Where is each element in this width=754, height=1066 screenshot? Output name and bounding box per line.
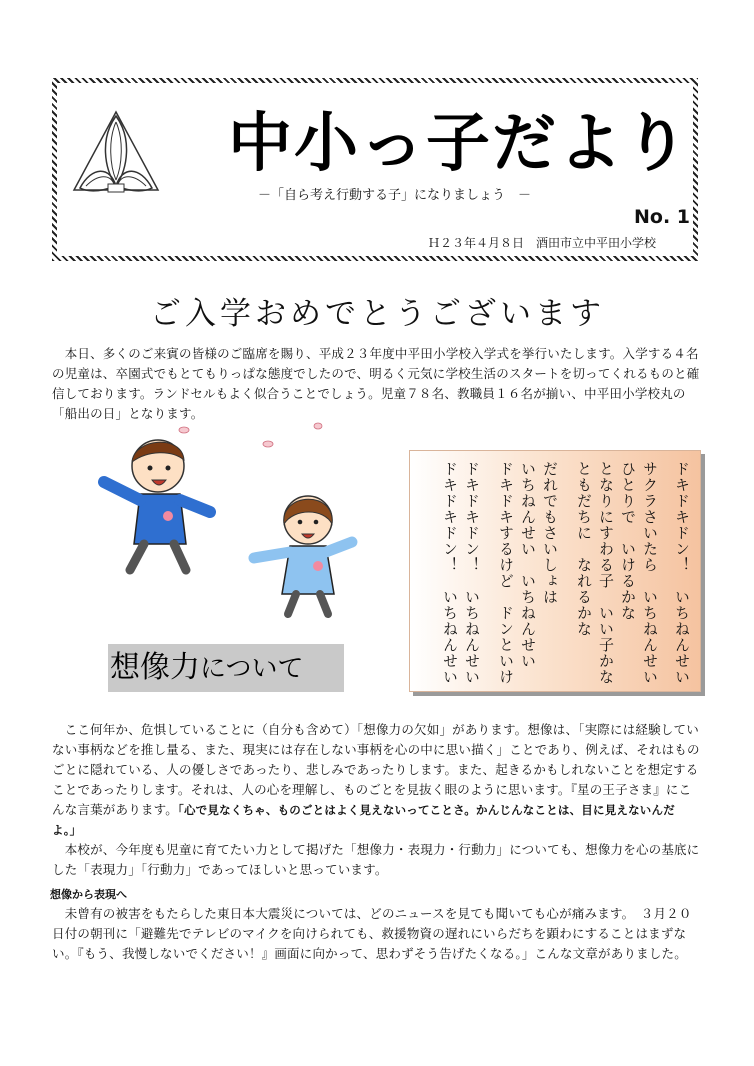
imagination-paragraph xyxy=(52,720,700,880)
children-illustration xyxy=(88,420,368,620)
issue-number: No. 1 xyxy=(634,206,691,228)
poem-line: いちねんせい いちねんせい xyxy=(519,461,537,669)
section-band-imagination xyxy=(108,644,344,692)
imagination-text-2: 本校が、今年度も児童に育てたい力として掲げた「想像力・表現力・行動力」についても、想像力を心の基底にした「表現力」「行動力」であってほしいと思っています。 xyxy=(52,842,700,877)
intro-paragraph: 本日、多くのご来賓の皆様のご臨席を賜り、平成２３年度中平田小学校入学式を挙行いたします。入学する４名の児童は、卒園式でもとてもりっぱな態度でしたので、明るく元気に学校生活のスタートを切ってくれるものと確信しております。ランドセルもよく似合うことでしょう。児童７８名、教職員１６名が揃い、中平田小学校丸の「船出の日」となります。 xyxy=(52,346,700,421)
newsletter-subtitle: －「自ら考え行動する子」になりましょう － xyxy=(258,188,532,203)
poem-line: サクラさいたら いちねんせい xyxy=(641,461,659,685)
little-prince-quote: 「心で見なくちゃ、ものごとはよく見えないってことさ。かんじんなことは、目に見えないんだよ。」 xyxy=(52,803,675,837)
poem-line: ドキドキドン！ いちねんせい xyxy=(673,461,691,685)
band-rest-text: について xyxy=(200,654,304,684)
imagination-text: ここ何年か、危惧していることに（自分も含めて）「想像力の欠如」があります。想像は、「実際には経験していない事柄などを推し量る、また、現実には存在しない事柄を心の中に思い描く」ことであり、例えば、それはものごとに隠れている、人の優しさであったり、悲しみであったりします。また、起きるかもしれないことを想定することであったりします。それは、人の心を理解し、ものごとを見抜く眼のように思います。『星の王子さま』にこんな言葉があります。 xyxy=(52,722,700,817)
poem-line: となりにすわる子 いい子かな xyxy=(597,461,615,685)
newsletter-title: 中小っ子だより xyxy=(228,107,690,181)
school-emblem-logo xyxy=(70,108,162,198)
poem-line: ドキドキドン！ いちねんせい xyxy=(441,461,459,685)
greeting-heading: ご入学おめでとうございます xyxy=(150,296,605,332)
poem-line: ひとりで いけるかな xyxy=(619,461,637,621)
section-heading-expression: 想像から表現へ xyxy=(50,888,127,901)
poem-line: だれでもさいしょは xyxy=(541,461,559,605)
poem-line: ドキドキするけど ドンといけ xyxy=(497,461,515,685)
band-main-text: 想像力 xyxy=(110,650,200,685)
poem-line: ドキドキドン！ いちねんせい xyxy=(463,461,481,685)
poem-line: ともだちに なれるかな xyxy=(575,461,593,637)
poem-box xyxy=(409,450,701,692)
expression-paragraph: 未曾有の被害をもたらした東日本大震災については、どのニュースを見ても聞いても心が痛みます。 ３月２０日付の朝刊に「避難先でテレビのマイクを向けられても、救援物資の遅れにいらだちを顕わにすることはまずない。『もう、我慢しないでください！』画面に向かって、思わずそう告げたくなる。」こんな文章がありました。 xyxy=(52,906,692,961)
date-and-school: Ｈ２３年４月８日 酒田市立中平田小学校 xyxy=(428,236,657,250)
